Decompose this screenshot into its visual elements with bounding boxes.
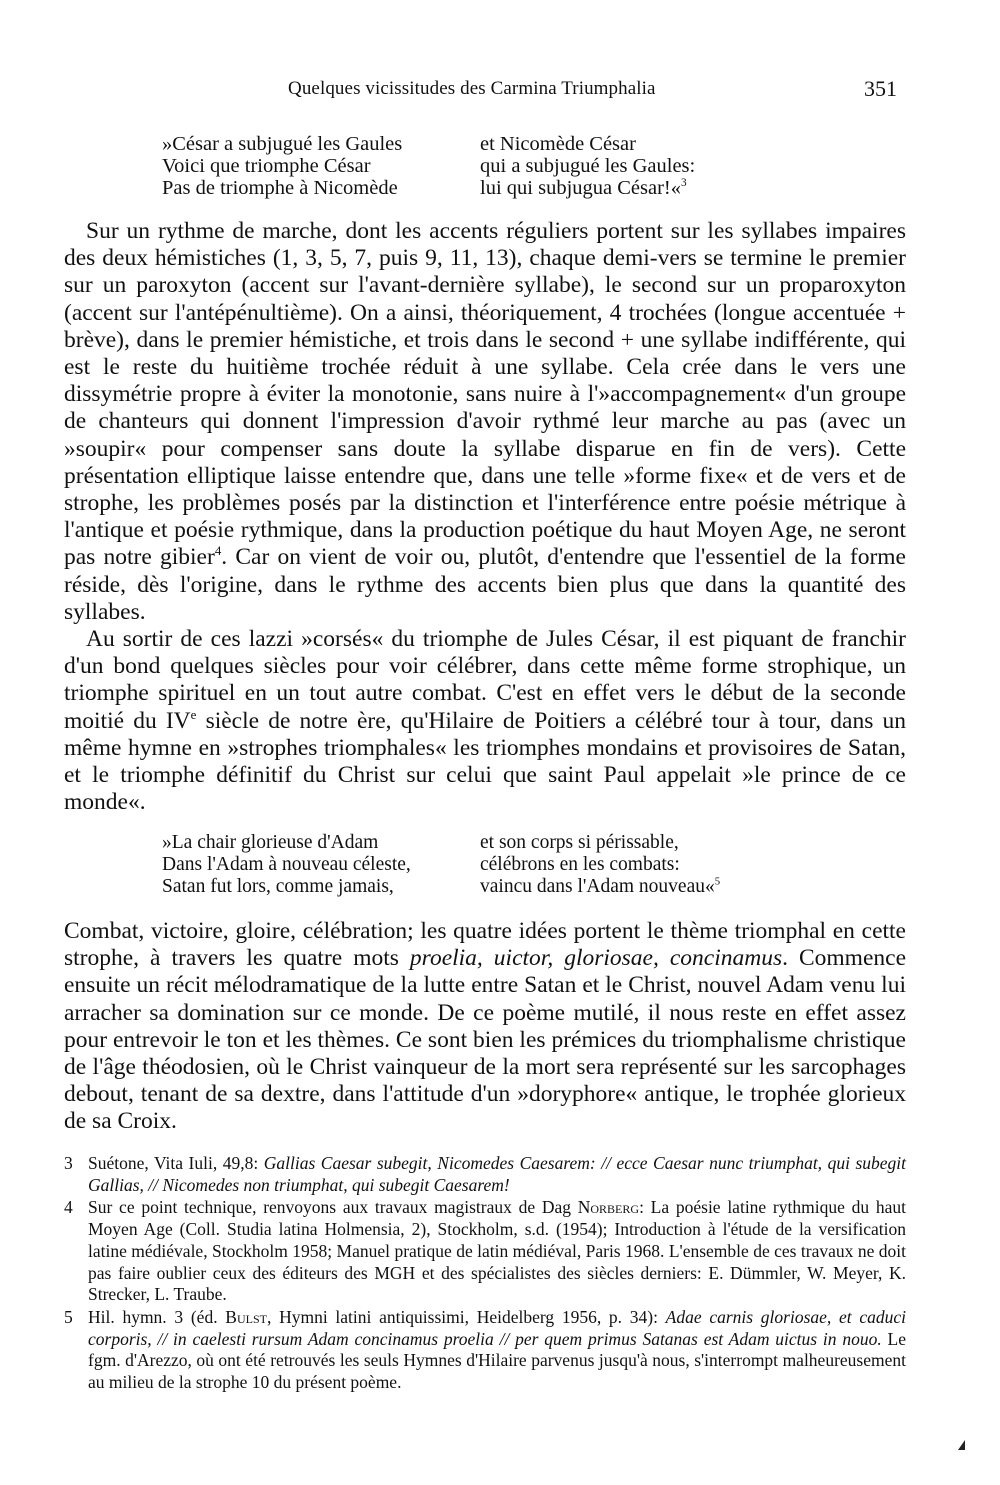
footnotes — [64, 1153, 906, 1395]
scan-corner-mark — [958, 1440, 965, 1450]
footnote-ref: 3 — [681, 177, 687, 190]
verse-right: célébrons en les combats: — [480, 854, 680, 875]
footnote-3: 3 Suétone, Vita Iuli, 49,8: Gallias Caesar subegit, Nicomedes Caesarem: // ecce Caesar nunc triumphat, qui subegit Gallias, // Nicomedes non triumphat, qui subegit Caesarem! — [64, 1153, 906, 1195]
verse-left: »César a subjugué les Gaules — [162, 133, 403, 155]
body-text-lower — [64, 918, 906, 1136]
verse-right: qui a subjugué les Gaules: — [480, 155, 696, 177]
footnote-4: 4 Sur ce point technique, renvoyons aux travaux magistraux de Dag Norberg: La poésie latine rythmique du haut Moyen Age (Coll. Studia latina Holmensia, 2), Stockholm, s.d. (1954); Introduction à l'étude de la versification latine médiévale, Stockholm 1958; Manuel pratique de latin médiéval, Paris 1968. L'ensemble de ces travaux ne doit pas faire oublier ceux des éditeurs des MGH et des spécialistes des siècles derniers: E. Dümmler, W. Meyer, K. Strecker, L. Traube. — [64, 1197, 906, 1305]
footnote-ref: 5 — [714, 875, 721, 888]
page-number: 351 — [864, 76, 897, 101]
verse-right: et Nicomède César — [480, 133, 636, 155]
paragraph: Au sortir de ces lazzi »corsés« du triomphe de Jules César, il est piquant de franchir d'un bond quelques siècles pour voir célébrer, dans cette même forme strophique, un triomphe spirituel en un tout autre combat. C'est en effet vers le début de la seconde moitié du IVe siècle de notre ère, qu'Hilaire de Poitiers a célébré tour à tour, dans un même hymne en »strophes triomphales« les triomphes mondains et provisoires de Satan, et le triomphe définitif du Christ sur celui que saint Paul appelait »le prince de ce monde«. — [64, 626, 907, 816]
verse-right: et son corps si périssable, — [480, 832, 679, 853]
body-text-upper — [64, 218, 906, 816]
verse-left: Voici que triomphe César — [162, 155, 371, 177]
verse-right: vaincu dans l'Adam nouveau« — [480, 876, 715, 897]
footnote-5: 5 Hil. hymn. 3 (éd. Bulst, Hymni latini antiquissimi, Heidelberg 1956, p. 34): Adae carnis gloriosae, et caduci corporis, // in caelesti rursum Adam concinamus proelia // per quem primus Satanas est Adam uictus in nouo. Le fgm. d'Arezzo, où ont été retrouvés les seuls Hymnes d'Hilaire parvenus jusqu'à nous, s'interrompt malheureusement au milieu de la strophe 10 du présent poème. — [64, 1306, 906, 1393]
footnote-ref: 4 — [214, 543, 222, 559]
verse-left: Dans l'Adam à nouveau céleste, — [162, 854, 411, 875]
running-title: Quelques vicissitudes des Carmina Triumphalia — [288, 78, 656, 99]
page-header — [0, 78, 1000, 108]
verse-left: Pas de triomphe à Nicomède — [162, 177, 398, 199]
verse-left: »La chair glorieuse d'Adam — [162, 832, 379, 853]
paragraph: Combat, victoire, gloire, célébration; les quatre idées portent le thème triomphal en cette strophe, à travers les quatre mots proelia, uictor, gloriosae, concinamus. Commence ensuite un récit mélodramatique de la lutte entre Satan et le Christ, nouvel Adam venu lui arracher sa domination sur ce monde. De ce poème mutilé, il nous reste en effet assez pour entrevoir le ton et les thèmes. Ce sont bien les prémices du triomphalisme christique de l'âge théodosien, où le Christ vainqueur de la mort sera représenté sur les sarcophages debout, tenant de sa dextre, dans l'attitude d'un »doryphore« antique, le trophée glorieux de sa Croix. — [64, 918, 907, 1135]
verse-right: lui qui subjugua César!« — [480, 177, 681, 199]
verse-left: Satan fut lors, comme jamais, — [162, 876, 394, 897]
paragraph: Sur un rythme de marche, dont les accents réguliers portent sur les syllabes impaires des deux hémistiches (1, 3, 5, 7, puis 9, 11, 13), chaque demi-vers se termine le premier sur un paroxyton (accent sur l'avant-dernière syllabe), le second sur un proparoxyton (accent sur l'antépénultième). On a ainsi, théoriquement, 4 trochées (longue accentuée + brève), dans le premier hémistiche, et trois dans le second + une syllabe indifférente, qui est le reste du huitième trochée réduit à une syllabe. Cela crée dans le vers une dissymétrie propre à éviter la monotonie, sans nuire à l'»accompagnement« d'un groupe de chanteurs qui donnent l'impression d'avoir rythmé leur marche au pas (avec un »soupir« pour compenser sans doute la syllabe disparue en fin de vers). Cette présentation elliptique laisse entendre que, dans une telle »forme fixe« et de vers et de strophe, les problèmes posés par la distinction et l'interférence entre poésie métrique à l'antique et poésie rythmique, dans la production poétique du haut Moyen Age, ne seront pas notre gibier$^4$. Car on vient de voir ou, plutôt, d'entendre que l'essentiel de la forme réside, dès l'origine, dans le rythme des accents bien plus que dans la quantité des syllabes. — [64, 218, 906, 625]
